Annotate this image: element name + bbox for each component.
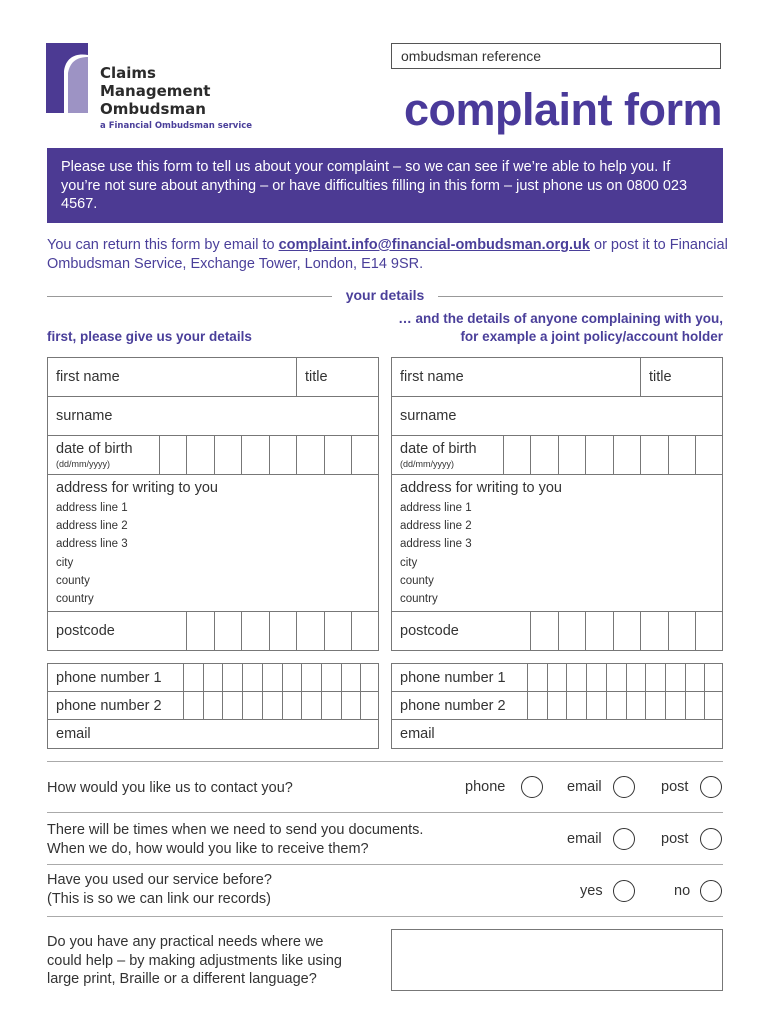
joint-contact-form [391,663,723,749]
contact-option-phone-label: phone [465,779,506,795]
practical-needs-textarea[interactable] [391,929,723,991]
ombudsman-reference-field[interactable]: ombudsman reference [391,43,721,69]
digit-box [262,664,263,691]
joint-complainant-form [391,357,723,652]
digit-box [586,664,587,691]
postcode-field[interactable]: postcode [391,611,723,651]
digit-box [222,664,223,691]
digit-box [665,664,666,691]
divider [47,812,723,813]
digit-box [203,692,204,719]
contact-option-post-label: post [661,779,689,795]
practical-needs-question: Do you have any practical needs where we could help – by making adjustments like using large print, Braille or a different language? [47,934,342,987]
title-field[interactable]: title [296,357,379,397]
phone-number-2-field[interactable]: phone number 2 [47,691,379,720]
digit-box [566,692,567,719]
title-field[interactable]: title [640,357,723,397]
digit-box [566,664,567,691]
documents-option-email-label: email [567,831,602,847]
return-instructions: You can return this form by email to complaint.info@financial-ombudsman.org.uk or post it to Financial Ombudsman Service, Exchange Tower, London, E14 9SR. [47,237,728,272]
email-field[interactable]: email [47,719,379,749]
digit-box [527,664,528,691]
digit-box [704,664,705,691]
digit-box [685,664,686,691]
digit-box [606,664,607,691]
digit-box [242,692,243,719]
contact-phone-radio[interactable] [521,776,543,798]
phone-number-1-field[interactable]: phone number 1 [391,663,723,692]
digit-box [685,692,686,719]
digit-box [321,664,322,691]
digit-box [360,692,361,719]
page-title: complaint form [403,84,722,135]
email-field[interactable]: email [391,719,723,749]
digit-box [301,692,302,719]
documents-question: There will be times when we need to send you documents. When we do, how would you like to receive them? [47,822,424,857]
contact-post-radio[interactable] [700,776,722,798]
digit-box [606,692,607,719]
digit-box [626,692,627,719]
digit-box [547,692,548,719]
left-heading: first, please give us your details [47,329,252,344]
used-before-option-no-label: no [674,883,691,899]
surname-field[interactable]: surname [47,396,379,436]
digit-box [586,692,587,719]
digit-box [626,664,627,691]
date-of-birth-field[interactable]: date of birth (dd/mm/yyyy) [47,435,379,475]
digit-box [282,664,283,691]
postcode-field[interactable]: postcode [47,611,379,651]
divider [47,916,723,917]
phone-number-1-field[interactable]: phone number 1 [47,663,379,692]
intro-banner: Please use this form to tell us about your complaint – so we can see if we’re able to help you. If you’re not sure about anything – or have difficulties filling in this form – just phone us on 0800 023 4567. [47,148,723,223]
documents-email-radio[interactable] [613,828,635,850]
documents-post-radio[interactable] [700,828,722,850]
claims-management-ombudsman-logo [46,43,92,113]
right-heading: … and the details of anyone complaining with you, for example a joint policy/account holder [398,311,723,344]
return-email-link[interactable]: complaint.info@financial-ombudsman.org.uk [278,237,590,253]
logo-subtitle: a Financial Ombudsman service [100,121,253,131]
digit-box [321,692,322,719]
logo-wordmark: Claims Management Ombudsman [100,64,211,118]
digit-box [704,692,705,719]
contact-email-radio[interactable] [613,776,635,798]
phone-number-2-field[interactable]: phone number 2 [391,691,723,720]
digit-box [341,692,342,719]
documents-option-post-label: post [661,831,689,847]
surname-field[interactable]: surname [391,396,723,436]
applicant-contact-form [47,663,379,749]
digit-box [222,692,223,719]
digit-box [262,692,263,719]
first-name-field[interactable]: first name [47,357,297,397]
applicant-form [47,357,379,652]
used-before-option-yes-label: yes [580,883,603,899]
used-before-yes-radio[interactable] [613,880,635,902]
digit-box [301,664,302,691]
digit-box [282,692,283,719]
first-name-field[interactable]: first name [391,357,641,397]
used-before-no-radio[interactable] [700,880,722,902]
contact-question: How would you like us to contact you? [47,780,293,796]
digit-box [183,664,184,691]
digit-box [242,664,243,691]
digit-box [665,692,666,719]
digit-box [183,692,184,719]
section-title: your details [0,287,770,303]
digit-box [341,664,342,691]
address-field[interactable]: address for writing to you address line 1 address line 2 address line 3 city county country [47,474,379,612]
digit-box [527,692,528,719]
address-field[interactable]: address for writing to you address line 1 address line 2 address line 3 city county country [391,474,723,612]
digit-box [360,664,361,691]
contact-option-email-label: email [567,779,602,795]
digit-box [203,664,204,691]
digit-box [645,692,646,719]
divider [47,761,723,762]
digit-box [547,664,548,691]
digit-box [645,664,646,691]
divider [47,864,723,865]
date-of-birth-field[interactable]: date of birth (dd/mm/yyyy) [391,435,723,475]
used-before-question: Have you used our service before? (This is so we can link our records) [47,872,272,907]
